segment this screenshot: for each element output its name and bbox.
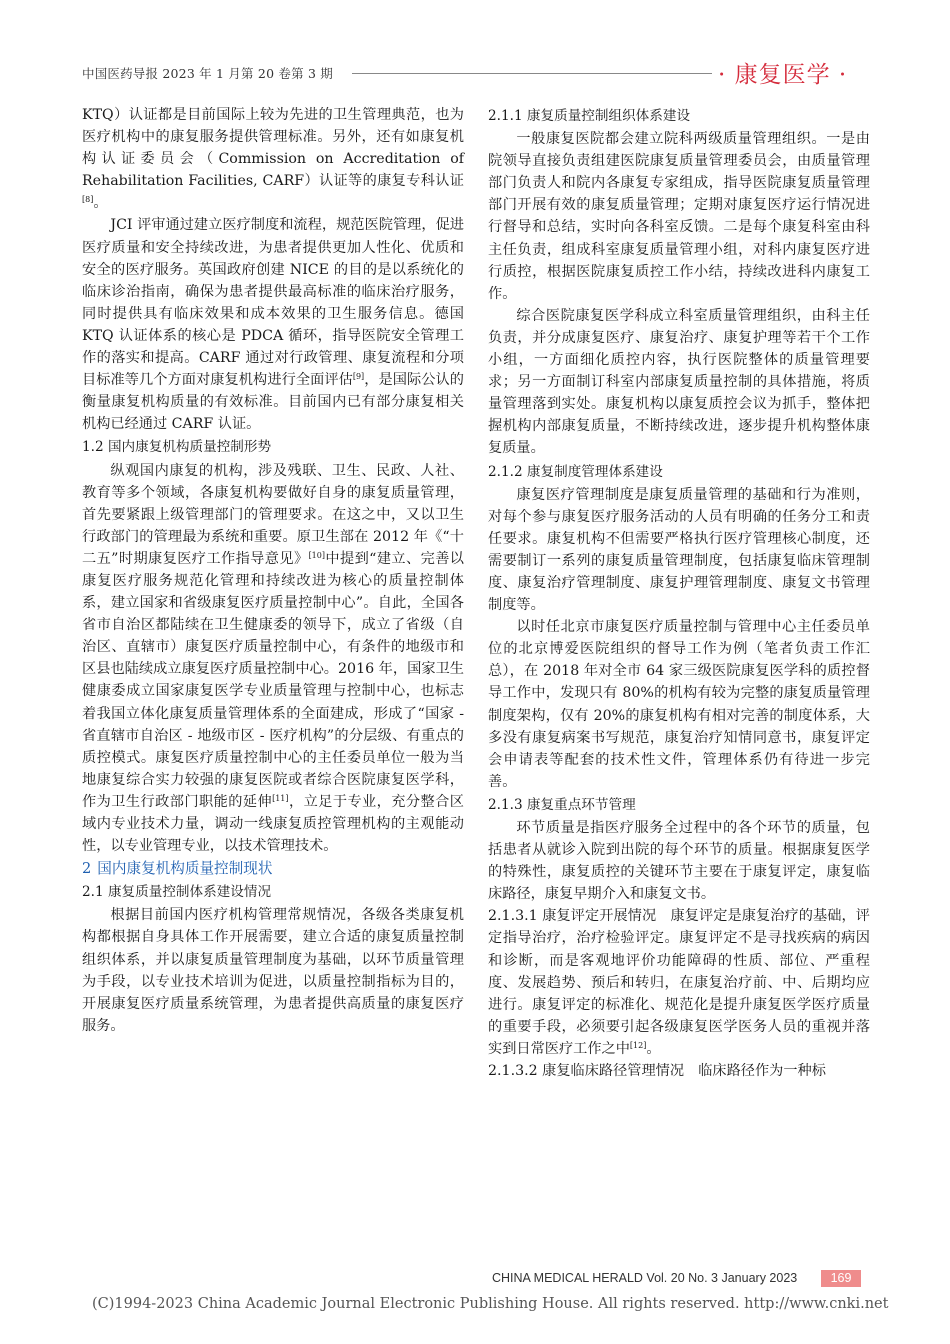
journal-footer: CHINA MEDICAL HERALD Vol. 20 No. 3 January 2023: [492, 1271, 798, 1285]
paragraph: 根据目前国内医疗机构管理常规情况，各级各类康复机构都根据自身具体工作开展需要，建立合适的康复质量控制组织体系，并以康复质量管理制度为基础，以环节质量管理为手段，以专业技术培训为促进，以质量控制指标为目的，开展康复医疗质量系统管理，为患者提供高质量的康复医疗服务。: [82, 907, 464, 1034]
paragraph: KTQ）认证都是目前国际上较为先进的卫生管理典范，也为医疗机构中的康复服务提供管理标准。另外，还有如康复机构认证委员会（Commission on Accreditation of Rehabilitation Facilities, CARF）认证等的康复专科认证[8]。: [82, 107, 464, 212]
section-heading-2-1-3: 2.1.3 康复重点环节管理: [488, 796, 636, 813]
subsection-heading: 2.1.3.1 康复评定开展情况: [488, 908, 657, 925]
left-column: [82, 104, 464, 1037]
section-heading-1-2: 1.2 国内康复机构质量控制形势: [82, 439, 272, 456]
paragraph: 2.1.3.2 康复临床路径管理情况 临床路径作为一种标: [488, 1063, 826, 1080]
section-heading-2-1-2: 2.1.2 康复制度管理体系建设: [488, 463, 663, 480]
page-number-badge: 169: [821, 1270, 861, 1287]
paragraph: 环节质量是指医疗服务全过程中的各个环节的质量，包括患者从就诊入院到出院的每个环节的质量。根据康复医学的特殊性，康复质控的关键环节主要在于康复评定，康复临床路径，康复早期介入和康复文书。: [488, 820, 870, 903]
journal-header: 中国医药导报 2023 年 1 月第 20 卷第 3 期: [82, 66, 334, 81]
section-heading-2-1: 2.1 康复质量控制体系建设情况: [82, 884, 272, 901]
section-title: · 康复医学 ·: [718, 62, 848, 88]
section-heading-2-1-1: 2.1.1 康复质量控制组织体系建设: [488, 108, 691, 124]
right-column: [488, 104, 870, 1082]
citation-ref[interactable]: [10]: [308, 550, 325, 560]
citation-ref[interactable]: [12]: [629, 1040, 647, 1050]
citation-ref[interactable]: [9]: [352, 372, 365, 382]
paragraph: 以时任北京市康复医疗质量控制与管理中心主任委员单位的北京博爱医院组织的督导工作为例（笔者负责工作汇总），在 2018 年对全市 64 家三级医院康复医学科的质控督导工作中，发现只有 80%的机构有较为完整的康复质量管理制度架构，仅有 20%的康复机构有相对完善的制度体系，大多没有康复病案书写规范，康复治疗知情同意书，康复评定会申请表等配套的技术性文件，管理体系仍有待进一步完善。: [488, 619, 870, 790]
copyright-watermark: (C)1994-2023 China Academic Journal Electronic Publishing House. All rights reserved. http://www.cnki.net: [92, 1296, 889, 1312]
paragraph: 一般康复医院都会建立院科两级质量管理组织。一是由院领导直接负责组建医院康复质量管理委员会，由质量管理部门负责人和院内各康复专家组成，指导医院康复质量管理部门开展有效的康复质量管理；定期对康复医疗运行情况进行督导和总结，实时向各科室反馈。二是每个康复科室由科主任负责，组成科室康复质量管理小组，对科内康复医疗进行质控，根据医院康复质控工作小结，持续改进科内康复工作。: [488, 131, 870, 302]
header-divider: [352, 73, 712, 74]
paragraph: 康复医疗管理制度是康复质量管理的基础和行为准则，对每个参与康复医疗服务活动的人员有明确的任务分工和责任要求。康复机构不但需要严格执行医疗管理核心制度，还需要制订一系列的康复质量管理制度，包括康复临床管理制度、康复治疗管理制度、康复护理管理制度、康复文书管理制度等。: [488, 486, 870, 614]
citation-ref[interactable]: [11]: [272, 793, 289, 803]
paragraph: 2.1.3.1 康复评定开展情况 康复评定是康复治疗的基础，评定指导治疗，治疗检验评定。康复评定不是寻找疾病的病因和诊断，而是客观地评价功能障碍的性质、部位、严重程度、发展趋势、预后和转归，在康复治疗前、中、后期均应进行。康复评定的标准化、规范化是提升康复医学医疗质量的重要手段，必须要引起各级康复医学医务人员的重视并落实到日常医疗工作之中[12]。: [488, 908, 870, 1057]
paragraph: JCI 评审通过建立医疗制度和流程，规范医院管理，促进医疗质量和安全持续改进，为患者提供更加人性化、优质和安全的医疗服务。英国政府创建 NICE 的目的是以系统化的临床诊治指南，确保为患者提供最高标准的临床治疗服务，同时提供具有临床效果和成本效果的卫生服务信息。德国 KTQ 认证体系的核心是 PDCA 循环，指导医院安全管理工作的落实和提高。CARF 通过对行政管理、康复流程和分项目标准等几个方面对康复机构进行全面评估[9]，是国际公认的衡量康复机构质量的有效标准。目前国内已有部分康复相关机构已经通过 CARF 认证。: [82, 217, 464, 433]
citation-ref[interactable]: [8]: [82, 195, 94, 205]
section-heading-2: 2 国内康复机构质量控制现状: [82, 860, 273, 878]
subsection-heading: 2.1.3.2 康复临床路径管理情况: [488, 1063, 685, 1080]
paragraph: 综合医院康复医学科成立科室质量管理组织，由科主任负责，并分成康复医疗、康复治疗、康复护理等若干个工作小组，一方面细化质控内容，执行医院整体的质量管理要求；另一方面制订科室内部康复质量控制的具体措施，将质量管理落到实处。康复机构以康复质控会议为抓手，整体把握机构内部康复质量，不断持续改进，逐步提升机构整体康复质量。: [488, 307, 870, 457]
paragraph: 纵观国内康复的机构，涉及残联、卫生、民政、人社、教育等多个领域，各康复机构要做好自身的康复质量管理，首先要紧跟上级管理部门的管理要求。在这之中，又以卫生行政部门的管理最为系统和重要。原卫生部在 2012 年《“十二五”时期康复医疗工作指导意见》[10]中提到“建立、完善以康复医疗服务规范化管理和持续改进为核心的质量控制体系，建立国家和省级康复医疗质量控制中心”。自此，全国各省市自治区都陆续在卫生健康委的领导下，成立了省级（自治区、直辖市）康复医疗质量控制中心，有条件的地级市和区县也陆续成立康复医疗质量控制中心。2016 年，国家卫生健康委成立国家康复医学专业质量管理与控制中心，也标志着我国立体化康复质量管理体系的全面建成，形成了“国家 - 省直辖市自治区 - 地级市区 - 医疗机构”的分层级、有重点的质控模式。康复医疗质量控制中心的主任委员单位一般为当地康复综合实力较强的康复医院或者综合医院康复医学科，作为卫生行政部门职能的延伸[11]，立足于专业，充分整合区域内专业技术力量，调动一线康复质控管理机构的主观能动性，以专业管理专业，以技术管理技术。: [82, 462, 464, 855]
